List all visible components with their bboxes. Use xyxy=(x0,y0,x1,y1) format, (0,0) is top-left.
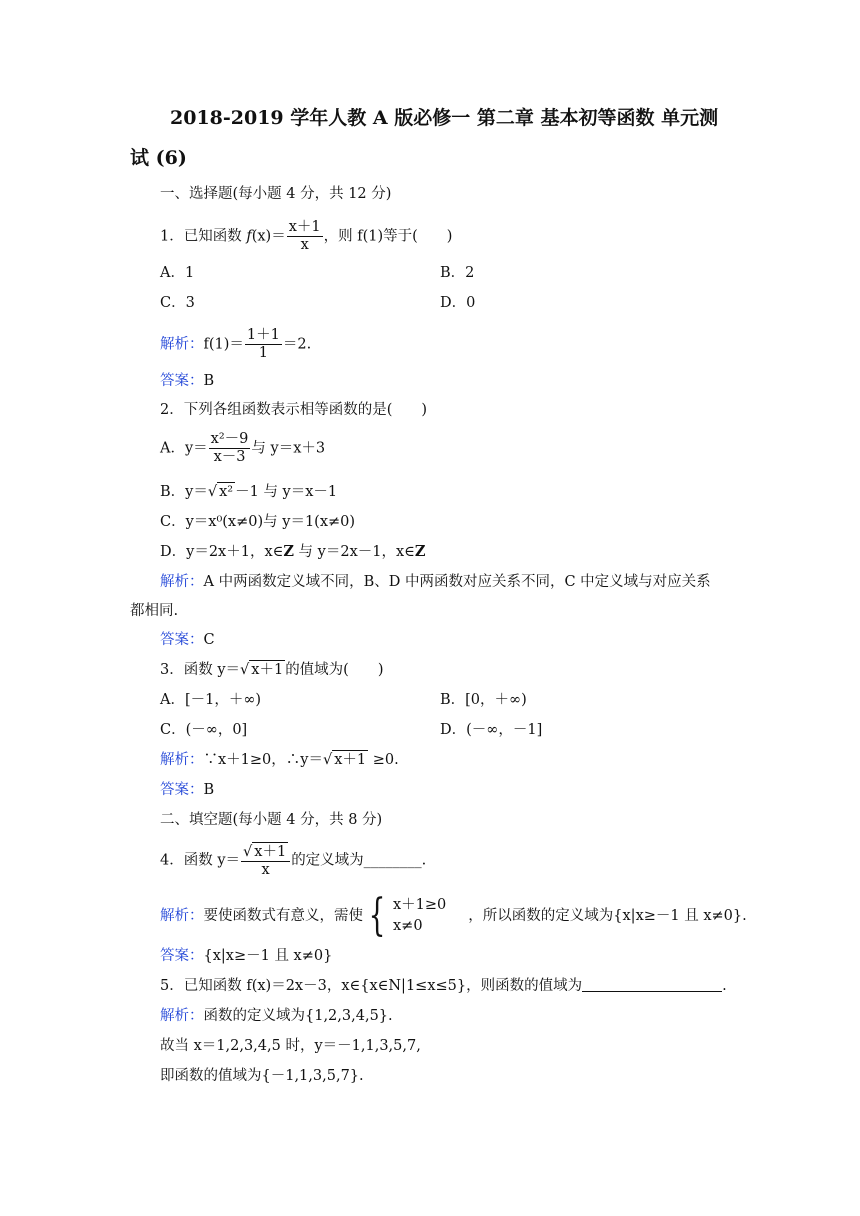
doc-title-line1: 2018-2019 学年人教 A 版必修一 第二章 基本初等函数 单元测 xyxy=(170,107,719,129)
q1-number: 1． xyxy=(160,228,184,245)
q4-frac-num: √ x＋1 xyxy=(241,842,290,862)
q2-option-a xyxy=(160,431,325,466)
q2-analysis-line1 xyxy=(160,572,711,592)
q3-stem-post: 的值域为( ) xyxy=(285,662,384,678)
q5-analysis-line2: 故当 x＝1,2,3,4,5 时，y＝－1,1,3,5,7, xyxy=(160,1038,421,1054)
q4-analysis-label: 解析： xyxy=(160,908,204,924)
q1-frac-num: x＋1 xyxy=(288,219,321,235)
q1-stem-pre: 已知函数 xyxy=(183,228,247,245)
q5-analysis-line1 xyxy=(160,1006,393,1026)
q5-stem-text: 5．已知函数 f(x)＝2x－3，x∈{x∈N|1≤x≤5}，则函数的值域为 xyxy=(160,978,583,994)
q1-frac-den: x xyxy=(300,237,309,253)
q5-answer-blank xyxy=(582,977,722,992)
q2-option-d-mid: 与 y＝2x－1，x∈ xyxy=(293,544,415,560)
q4-answer xyxy=(160,946,332,966)
q2-option-b: B．y＝√ x² －1 与 y＝x－1 xyxy=(160,484,338,500)
q1-analysis-label: 解析： xyxy=(160,336,204,353)
q1-analysis-den: 1 xyxy=(258,345,268,361)
q3-stem-pre: 3．函数 y＝ xyxy=(160,662,241,678)
q2-analysis-label: 解析： xyxy=(160,574,204,590)
q3-analysis-label: 解析： xyxy=(160,752,204,768)
q2-analysis-text1: A 中两函数定义域不同，B、D 中两函数对应关系不同，C 中定义域与对应关系 xyxy=(203,574,711,590)
q1-analysis xyxy=(160,327,311,362)
q3-analysis-post: ≥0. xyxy=(368,752,399,768)
q5-analysis-text1: 函数的定义域为{1,2,3,4,5}. xyxy=(203,1008,393,1024)
q3-analysis: 解析：∵x＋1≥0，∴y＝√ x＋1 ≥0. xyxy=(160,752,399,768)
q4-brace-line1: x＋1≥0 xyxy=(393,897,447,913)
left-brace-icon: { xyxy=(368,890,386,941)
q1-analysis-pre: f(1)＝ xyxy=(203,336,244,353)
q2-analysis-line2: 都相同. xyxy=(130,603,179,619)
q2-answer-label: 答案： xyxy=(160,632,204,648)
q1-option-b: B．2 xyxy=(440,265,475,281)
q2-answer-value: C xyxy=(203,632,215,648)
section2-heading: 二、填空题(每小题 4 分，共 8 分) xyxy=(160,812,383,828)
q4-answer-label: 答案： xyxy=(160,948,204,964)
q5-stem-end: . xyxy=(722,978,727,994)
q4-frac-den: x xyxy=(261,862,270,878)
q2-option-a-fraction xyxy=(209,431,251,466)
q2-stem: 2．下列各组函数表示相等函数的是( ) xyxy=(160,402,428,418)
q3-option-d: D．(－∞，－1] xyxy=(440,722,543,738)
q2-option-b-radicand: x² xyxy=(219,484,234,500)
q3-answer-label: 答案： xyxy=(160,782,204,798)
q3-option-a: A．[－1，＋∞) xyxy=(160,692,262,708)
q3-answer xyxy=(160,780,214,800)
q3-option-b: B．[0，＋∞) xyxy=(440,692,527,708)
q4-brace-lines xyxy=(393,895,446,937)
q4-brace-line2: x≠0 xyxy=(393,918,423,934)
q5-analysis-label: 解析： xyxy=(160,1008,204,1024)
q5-stem xyxy=(160,976,727,996)
q1-options-row1 xyxy=(160,263,194,283)
q2-option-a-post: 与 y＝x＋3 xyxy=(251,440,326,457)
q2-option-b-post: －1 与 y＝x－1 xyxy=(235,484,338,500)
q4-analysis-post: ，所以函数的定义域为{x|x≥－1 且 x≠0}. xyxy=(468,908,747,924)
q1-x-paren: (x)＝ xyxy=(251,228,286,245)
q1-option-c: C．3 xyxy=(160,295,195,311)
section1-heading: 一、选择题(每小题 4 分，共 12 分) xyxy=(160,186,392,202)
q4-stem-post: 的定义域为________. xyxy=(291,852,427,869)
q2-option-d-z2: Z xyxy=(414,543,426,560)
q3-option-c: C．(－∞，0] xyxy=(160,722,248,738)
q1-analysis-fraction xyxy=(245,327,282,362)
q4-stem-pre: 4．函数 y＝ xyxy=(160,852,241,869)
q1-analysis-post: ＝2. xyxy=(282,336,312,353)
q2-option-d-z1: Z xyxy=(283,543,294,560)
q2-option-a-num: x²－9 xyxy=(210,431,249,447)
q5-analysis-line3: 即函数的值域为{－1,1,3,5,7}. xyxy=(160,1068,364,1084)
q4-frac-num-radicand: x＋1 xyxy=(254,844,287,860)
q1-answer-value: B xyxy=(203,373,215,389)
q4-answer-value: {x|x≥－1 且 x≠0} xyxy=(203,948,333,964)
q2-option-b-pre: B．y＝ xyxy=(160,484,208,500)
q4-condition-system xyxy=(363,890,447,941)
q1-stem-post: ，则 f(1)等于( ) xyxy=(323,228,453,245)
q1-answer xyxy=(160,371,214,391)
q1-option-a: A．1 xyxy=(160,265,195,281)
q2-option-d xyxy=(160,542,426,562)
q3-answer-value: B xyxy=(203,782,215,798)
q2-option-d-pre: D．y＝2x＋1，x∈ xyxy=(160,544,284,560)
q1-fraction xyxy=(287,219,323,254)
q3-analysis-radicand: x＋1 xyxy=(334,752,367,768)
q2-answer xyxy=(160,630,215,650)
q4-analysis-pre: 要使函数式有意义，需使 xyxy=(203,908,363,924)
q3-analysis-pre: ∵x＋1≥0，∴y＝ xyxy=(203,752,323,768)
q1-stem xyxy=(160,219,452,254)
q1-fx: f xyxy=(246,228,252,245)
q3-stem-radicand: x＋1 xyxy=(251,662,284,678)
q4-analysis xyxy=(160,890,747,941)
q2-option-c: C．y＝x⁰(x≠0)与 y＝1(x≠0) xyxy=(160,514,356,530)
q4-fraction xyxy=(241,842,290,879)
q1-option-d: D．0 xyxy=(440,295,476,311)
doc-title-line2: 试 (6) xyxy=(130,147,187,169)
q2-option-a-den: x－3 xyxy=(213,449,246,465)
q1-analysis-num: 1＋1 xyxy=(246,327,280,343)
q4-stem xyxy=(160,842,426,879)
q2-option-a-pre: A．y＝ xyxy=(160,440,208,457)
q1-answer-label: 答案： xyxy=(160,373,204,389)
q3-stem: 3．函数 y＝√ x＋1 的值域为( ) xyxy=(160,662,384,678)
